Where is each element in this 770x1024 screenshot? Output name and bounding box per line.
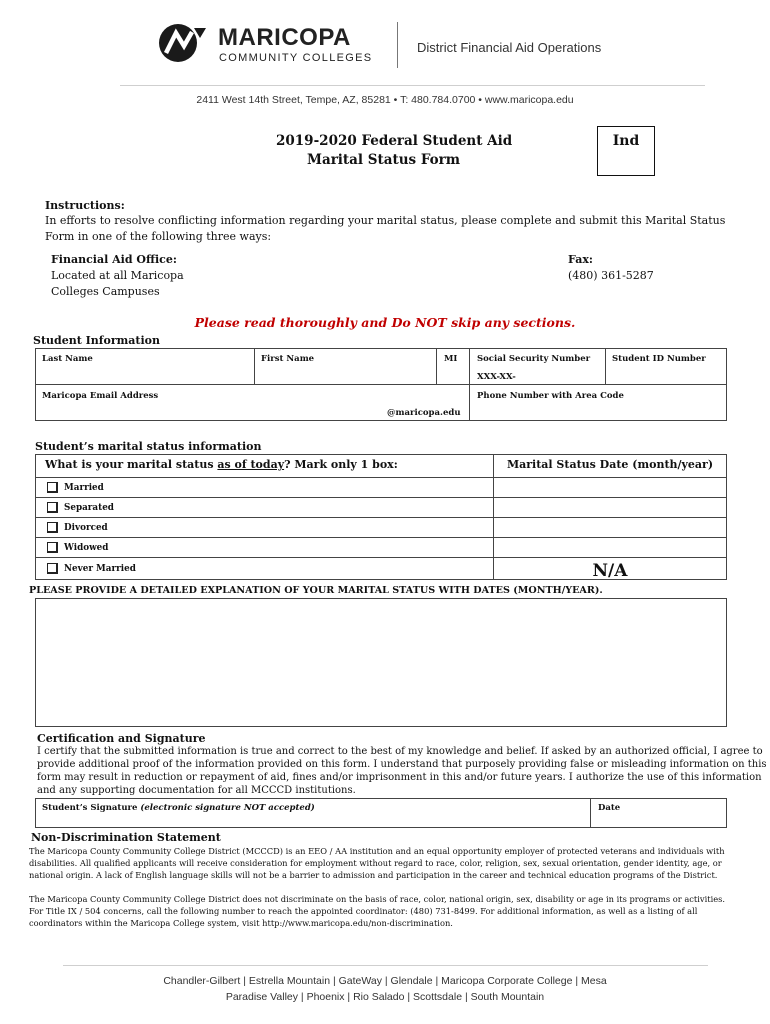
married-checkbox[interactable] <box>47 482 58 493</box>
na-value: N/A <box>592 561 628 581</box>
signature-label: Student’s Signature (electronic signature NOT accepted) <box>42 803 315 813</box>
separated-checkbox[interactable] <box>47 502 58 513</box>
phone-field[interactable] <box>469 384 727 421</box>
last-name-label: Last Name <box>42 354 93 364</box>
widowed-checkbox[interactable] <box>47 542 58 553</box>
non-discrimination-heading: Non-Discrimination Statement <box>31 831 221 844</box>
mi-label: MI <box>444 354 458 364</box>
student-id-label: Student ID Number <box>612 354 706 364</box>
divorced-date-field[interactable] <box>493 517 727 538</box>
option-label: Never Married <box>64 564 136 574</box>
date-column-label: Marital Status Date (month/year) <box>506 458 714 471</box>
student-info-heading: Student Information <box>33 334 160 347</box>
option-row <box>35 477 494 498</box>
form-subtitle: Marital Status Form <box>307 152 461 168</box>
statement-text: disabilities. All qualified applicants will receive consideration for employment without regard to race, color, religion, sex, sexual orientation, gender identity, age, or <box>29 858 722 868</box>
ssn-label: Social Security Number <box>477 354 591 364</box>
marital-question: What is your marital status as of today? Mark only 1 box: <box>45 458 398 471</box>
certification-text: provide additional proof of the information provided on this form. I understand that purposely providing false or misleading information on this <box>37 759 767 770</box>
form-title: 2019-2020 Federal Student Aid <box>276 133 513 149</box>
statement-text: The Maricopa County Community College District (MCCCD) is an EEO / AA institution and an equal opportunity employer of protected veterans and individuals with <box>29 846 725 856</box>
widowed-date-field[interactable] <box>493 537 727 558</box>
office-location: Colleges Campuses <box>51 285 160 298</box>
brand-name: MARICOPA <box>218 24 351 51</box>
explanation-heading: PLEASE PROVIDE A DETAILED EXPLANATION OF YOUR MARITAL STATUS WITH DATES (MONTH/YEAR). <box>29 585 603 596</box>
date-label: Date <box>598 803 621 813</box>
office-location: Located at all Maricopa <box>51 269 184 282</box>
certification-heading: Certification and Signature <box>37 732 206 745</box>
email-suffix: @maricopa.edu <box>387 408 461 418</box>
footer-rule <box>63 965 708 966</box>
statement-text: national origin. A lack of English language skills will not be a barrier to admission and participation in the career and technical education programs of the District. <box>29 870 718 880</box>
separated-date-field[interactable] <box>493 497 727 518</box>
option-label: Divorced <box>64 523 108 533</box>
certification-text: and any supporting documentation for all MCCCD institutions. <box>37 785 356 796</box>
header-rule <box>120 85 705 86</box>
office-name: District Financial Aid Operations <box>417 40 602 55</box>
explanation-textarea[interactable] <box>35 598 727 727</box>
ssn-prefix: XXX-XX- <box>477 372 516 382</box>
first-name-label: First Name <box>261 354 315 364</box>
statement-text: For Title IX / 504 concerns, call the following number to reach the appointed coordinator: (480) 731-8499. For additional information, as well as a listing of all <box>29 906 698 916</box>
fax-heading: Fax: <box>568 253 593 266</box>
fax-number: (480) 361-5287 <box>568 269 654 282</box>
office-heading: Financial Aid Office: <box>51 253 177 266</box>
ind-box: Ind <box>597 126 655 176</box>
phone-label: Phone Number with Area Code <box>477 391 624 401</box>
statement-text: coordinators within the Maricopa College system, visit http://www.maricopa.edu/non-discrimination. <box>29 918 453 928</box>
instructions-line: In efforts to resolve conflicting information regarding your marital status, please complete and submit this Marital Status <box>45 214 726 227</box>
warning-note: Please read thoroughly and Do NOT skip any sections. <box>194 315 576 330</box>
option-label: Widowed <box>64 543 109 553</box>
footer-colleges: Paradise Valley | Phoenix | Rio Salado | Scottsdale | South Mountain <box>225 991 545 1003</box>
never-married-checkbox[interactable] <box>47 563 58 574</box>
instructions-line: Form in one of the following three ways: <box>45 230 272 243</box>
header-divider <box>397 22 398 68</box>
email-label: Maricopa Email Address <box>42 391 159 401</box>
option-label: Separated <box>64 503 114 513</box>
maricopa-logo-icon <box>157 22 209 64</box>
statement-text: The Maricopa County Community College District does not discriminate on the basis of race, color, national origin, sex, disability or age in its programs or activities. <box>29 894 726 904</box>
certification-text: form may result in reduction or repayment of aid, fines and/or imprisonment in this and/or future years. I authorize the use of this information <box>37 772 762 783</box>
married-date-field[interactable] <box>493 477 727 498</box>
option-label: Married <box>64 483 104 493</box>
certification-text: I certify that the submitted information is true and correct to the best of my knowledge and belief. If asked by an authorized official, I agree to <box>37 746 763 757</box>
brand-subtitle: COMMUNITY COLLEGES <box>219 52 373 64</box>
footer-colleges: Chandler-Gilbert | Estrella Mountain | GateWay | Glendale | Maricopa Corporate College | Mesa <box>163 975 607 987</box>
divorced-checkbox[interactable] <box>47 522 58 533</box>
instructions-heading: Instructions: <box>45 199 125 212</box>
marital-heading: Student’s marital status information <box>35 440 262 453</box>
address-line: 2411 West 14th Street, Tempe, AZ, 85281 • T: 480.784.0700 • www.maricopa.edu <box>196 94 574 106</box>
